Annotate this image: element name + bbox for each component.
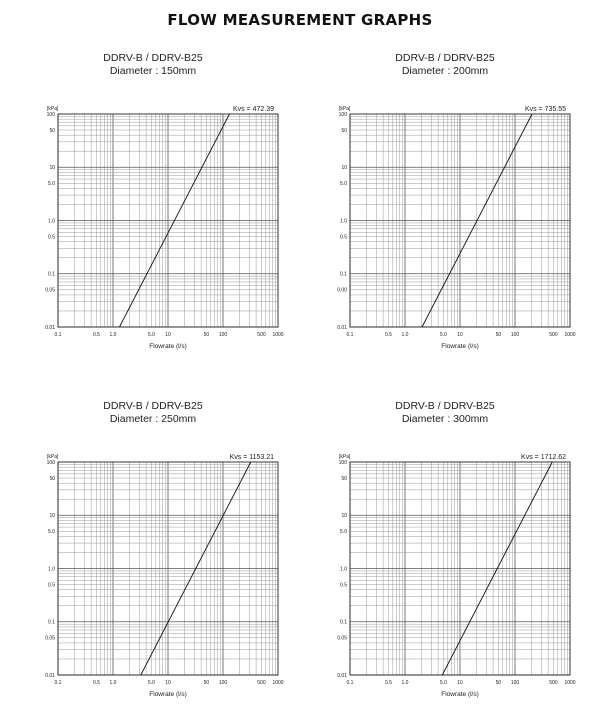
y-tick-label: 100 xyxy=(338,459,347,466)
y-tick-label: 10 xyxy=(341,165,347,172)
kvs-annotation: Kvs = 1153.21 xyxy=(229,454,274,461)
x-tick-label: 0.5 xyxy=(92,332,100,338)
y-tick-label: 100 xyxy=(46,459,55,466)
y-tick-label: 0.01 xyxy=(337,672,347,679)
kvs-annotation: Kvs = 735.55 xyxy=(524,106,566,113)
y-tick-label: 100 xyxy=(46,111,55,118)
y-axis-label: [kPa] xyxy=(47,106,59,112)
x-tick-label: 100 xyxy=(218,680,228,686)
chart-diameter-250 xyxy=(8,400,298,720)
x-tick-label: 500 xyxy=(257,680,266,686)
chart-diameter-150 xyxy=(8,52,298,372)
y-tick-label: 0.1 xyxy=(48,271,55,278)
y-tick-label: 0.01 xyxy=(45,672,55,679)
chart-diameter-300 xyxy=(300,400,590,720)
y-tick-label: 0.1 xyxy=(340,619,347,626)
chart-title: DDRV-B / DDRV-B25 xyxy=(103,400,203,412)
chart-plot xyxy=(8,52,298,352)
y-tick-label: 5.0 xyxy=(340,181,347,188)
x-axis-label: Flowrate (l/s) xyxy=(441,343,479,350)
chart-title: DDRV-B / DDRV-B25 xyxy=(395,52,495,64)
y-tick-label: 5.0 xyxy=(48,181,55,188)
y-tick-label: 0.05 xyxy=(45,635,55,642)
y-tick-label: 0.05 xyxy=(337,635,347,642)
x-tick-label: 1.0 xyxy=(109,680,117,686)
chart-subtitle: Diameter : 150mm xyxy=(109,65,197,77)
y-tick-label: 50 xyxy=(49,127,55,134)
chart-plot xyxy=(300,400,590,700)
x-tick-label: 1000 xyxy=(564,680,576,686)
x-tick-label: 1000 xyxy=(272,680,284,686)
chart-title: DDRV-B / DDRV-B25 xyxy=(395,400,495,412)
y-tick-label: 0.5 xyxy=(48,582,55,589)
x-tick-label: 5.0 xyxy=(439,680,447,686)
x-tick-label: 1000 xyxy=(564,332,576,338)
y-tick-label: 0.01 xyxy=(337,324,347,331)
x-tick-label: 500 xyxy=(257,332,266,338)
x-axis-label: Flowrate (l/s) xyxy=(441,691,479,698)
x-tick-label: 500 xyxy=(549,680,558,686)
x-tick-label: 5.0 xyxy=(147,332,155,338)
kvs-annotation: Kvs = 472.39 xyxy=(232,106,274,113)
x-tick-label: 5.0 xyxy=(147,680,155,686)
x-tick-label: 5.0 xyxy=(439,332,447,338)
y-tick-label: 0.01 xyxy=(45,324,55,331)
y-tick-label: 0.5 xyxy=(48,234,55,241)
x-tick-label: 1000 xyxy=(272,332,284,338)
y-axis-label: [kPa] xyxy=(339,106,351,112)
y-tick-label: 5.0 xyxy=(340,529,347,536)
x-tick-label: 10 xyxy=(457,680,463,686)
y-tick-label: 100 xyxy=(338,111,347,118)
x-tick-label: 0.1 xyxy=(346,680,354,686)
y-tick-label: 10 xyxy=(49,165,55,172)
chart-plot xyxy=(300,52,590,352)
page-title: FLOW MEASUREMENT GRAPHS xyxy=(167,11,433,29)
x-tick-label: 50 xyxy=(203,680,210,686)
y-tick-label: 0.05 xyxy=(45,287,55,294)
y-tick-label: 1.0 xyxy=(340,566,347,573)
y-tick-label: 1.0 xyxy=(48,218,55,225)
chart-subtitle: Diameter : 250mm xyxy=(109,413,197,425)
x-tick-label: 50 xyxy=(495,680,502,686)
y-tick-label: 5.0 xyxy=(48,529,55,536)
x-tick-label: 500 xyxy=(549,332,558,338)
chart-subtitle: Diameter : 200mm xyxy=(401,65,489,77)
x-tick-label: 100 xyxy=(218,332,228,338)
y-axis-label: [kPa] xyxy=(47,454,59,460)
y-tick-label: 1.0 xyxy=(48,566,55,573)
x-tick-label: 10 xyxy=(165,680,171,686)
x-tick-label: 0.5 xyxy=(384,332,392,338)
x-tick-label: 50 xyxy=(495,332,502,338)
y-tick-label: 1.0 xyxy=(340,218,347,225)
x-tick-label: 0.5 xyxy=(92,680,100,686)
x-tick-label: 0.1 xyxy=(54,332,62,338)
x-tick-label: 1.0 xyxy=(401,332,409,338)
x-tick-label: 0.5 xyxy=(384,680,392,686)
y-tick-label: 50 xyxy=(49,475,55,482)
x-tick-label: 1.0 xyxy=(401,680,409,686)
y-tick-label: 10 xyxy=(341,513,347,520)
x-tick-label: 50 xyxy=(203,332,210,338)
y-axis-label: [kPa] xyxy=(339,454,351,460)
x-tick-label: 1.0 xyxy=(109,332,117,338)
kvs-annotation: Kvs = 1712.62 xyxy=(521,454,566,461)
x-tick-label: 10 xyxy=(165,332,171,338)
y-tick-label: 0.5 xyxy=(340,234,347,241)
chart-diameter-200 xyxy=(300,52,590,372)
x-tick-label: 0.1 xyxy=(346,332,354,338)
x-tick-label: 100 xyxy=(510,332,520,338)
y-tick-label: 0.5 xyxy=(340,582,347,589)
y-tick-label: 0.1 xyxy=(48,619,55,626)
x-axis-label: Flowrate (l/s) xyxy=(149,343,187,350)
chart-subtitle: Diameter : 300mm xyxy=(401,413,489,425)
y-tick-label: 0.00 xyxy=(337,287,347,294)
y-tick-label: 10 xyxy=(49,513,55,520)
chart-title: DDRV-B / DDRV-B25 xyxy=(103,52,203,64)
x-tick-label: 10 xyxy=(457,332,463,338)
y-tick-label: 0.1 xyxy=(340,271,347,278)
chart-plot xyxy=(8,400,298,700)
x-axis-label: Flowrate (l/s) xyxy=(149,691,187,698)
x-tick-label: 100 xyxy=(510,680,520,686)
y-tick-label: 50 xyxy=(341,475,347,482)
x-tick-label: 0.1 xyxy=(54,680,62,686)
y-tick-label: 50 xyxy=(341,127,347,134)
